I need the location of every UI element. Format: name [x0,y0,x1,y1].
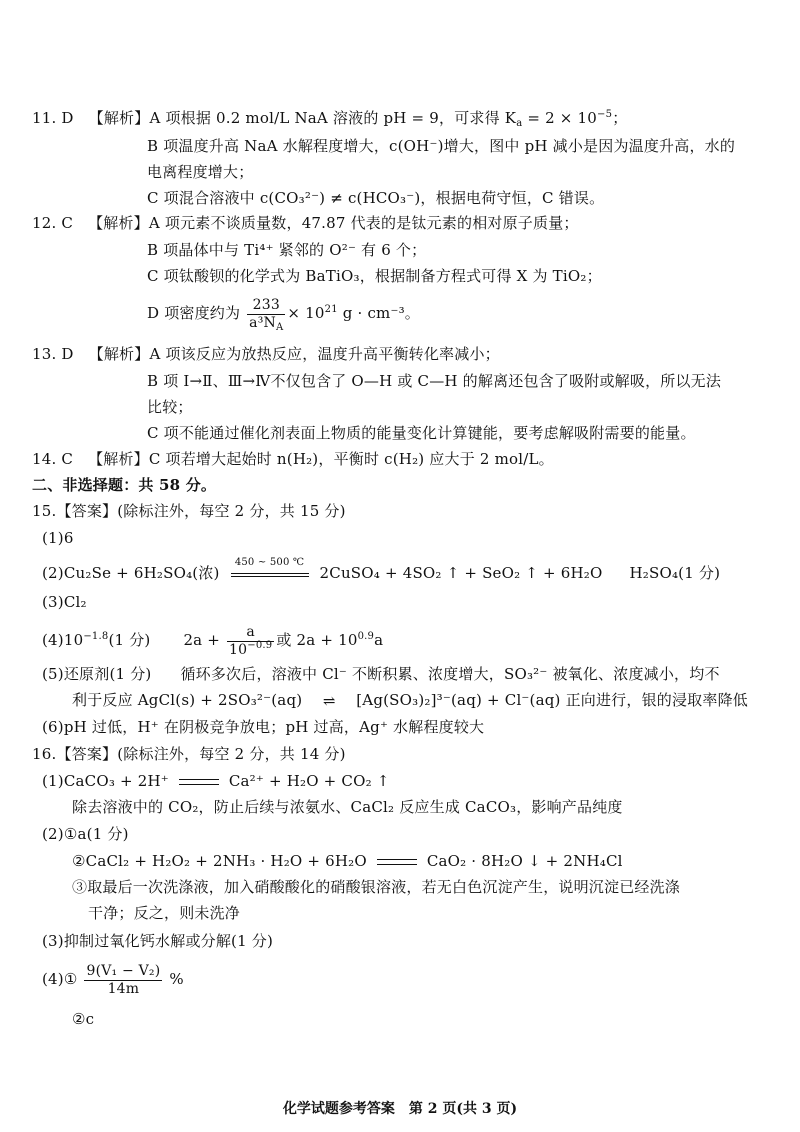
q13-line-c: C 项不能通过催化剂表面上物质的能量变化计算键能，要考虑解吸附需要的能量。 [147,424,696,442]
q11-line-b2: 电离程度增大； [147,163,254,181]
q15-p5-a: (5)还原剂(1 分) [42,665,152,683]
q15-part5-line1 [42,664,720,684]
q16-part4-a [42,958,184,1000]
q16-part1-explanation: 除去溶液中的 CO₂，防止后续与浓氨水、CaCl₂ 反应生成 CaCO₃，影响产品纯度 [72,798,623,816]
q14-text: C 项若增大起始时 n(H₂)，平衡时 c(H₂) 应大于 2 mol/L。 [148,450,554,468]
q11-a-mid: = 2 × 10 [522,109,598,127]
q13-tag: 【解析】 [88,345,150,363]
q15-p4-c: 或 2a + 10 [276,631,358,649]
q14-tag: 【解析】 [88,450,149,468]
q16-part1 [42,771,390,791]
q15-heading: 15.【答案】(除标注外，每空 2 分，共 15 分) [32,502,346,520]
q12-density-fraction [247,297,285,332]
q11-tag: 【解析】 [88,109,150,127]
q15-p5-c-post: [Ag(SO₃)₂]³⁻(aq) + Cl⁻(aq) 正向进行，银的浸取率降低 [356,691,748,709]
q16-p4-frac-num: 9(V₁ − V₂) [86,962,161,979]
q15-p4-frac-den [227,639,274,659]
q15-p4-b: 2a + [183,631,221,649]
q16-p2-b-post: CaO₂ · 8H₂O ↓ + 2NH₄Cl [426,852,623,870]
q12-d-text: D 项密度约为 [147,304,241,322]
q11-line-a [32,108,627,128]
q12-line-a [32,213,579,233]
q11-a-sub: a [516,118,523,129]
q16-part2-c-line1: ③取最后一次洗涤液，加入硝酸酸化的硝酸银溶液，若无白色沉淀产生，说明沉淀已经洗涤 [72,878,681,896]
q15-p2-alt: H₂SO₄(1 分) [629,564,721,582]
q12-line-d [147,293,420,333]
q15-p4-den-sup: −0.9 [247,639,273,651]
q15-part5-line2 [72,690,748,710]
q13-a-text: A 项该反应为放热反应，温度升高平衡转化率减小； [149,345,500,363]
q15-p5-c-pre: 利于反应 AgCl(s) + 2SO₃²⁻(aq) [72,691,303,709]
q11-a-sup: −5 [597,109,613,120]
q11-number: 11. D [32,109,74,127]
q16-p4-frac-den: 14m [107,980,140,997]
q16-p4-post: % [169,970,184,988]
q16-part2-b [72,851,623,871]
q14-number: 14. C [32,450,74,468]
q15-p4-frac-num: a [227,624,274,642]
q15-part1: (1)6 [42,529,74,547]
q12-line-c: C 项钛酸钡的化学式为 BaTiO₃，根据制备方程式可得 X 为 TiO₂； [147,267,602,285]
q11-a-end: ； [612,109,628,127]
q15-p5-b: 循环多次后，溶液中 Cl⁻ 不断积累、浓度增大，SO₃²⁻ 被氧化、浓度减小，均不 [180,665,720,683]
q16-p1-pre: (1)CaCO₃ + 2H⁺ [42,772,169,790]
q15-p4-fraction [227,624,274,659]
q16-heading: 16.【答案】(除标注外，每空 2 分，共 14 分) [32,745,346,763]
q12-d-sup: 21 [324,304,338,315]
q15-part3: (3)Cl₂ [42,593,87,611]
q15-part6: (6)pH 过低，H⁺ 在阴极竞争放电；pH 过高，Ag⁺ 水解程度较大 [42,718,485,736]
q12-fraction-numerator: 233 [247,297,285,315]
q13-line-a [32,344,500,364]
q15-part4 [42,620,383,660]
reaction-equals-icon [179,779,219,785]
q15-p4-a-sup: −1.8 [83,631,109,642]
q16-part2-a: (2)①a(1 分) [42,825,129,843]
q12-a-text: A 项元素不谈质量数，47.87 代表的是钛元素的相对原子质量； [148,214,579,232]
q12-number: 12. C [32,214,74,232]
q16-p4-fraction [84,963,162,998]
q12-d-unit: g · cm⁻³。 [337,304,420,322]
q14-line [32,449,554,469]
q16-p4-pre: (4)① [42,970,78,988]
q13-number: 13. D [32,345,74,363]
q16-p1-post: Ca²⁺ + H₂O + CO₂ ↑ [228,772,390,790]
q16-part3: (3)抑制过氧化钙水解或分解(1 分) [42,932,274,950]
q15-p4-c-end: a [374,631,384,649]
q12-den-text: a³N [249,314,276,331]
q16-part4-b: ②c [72,1010,95,1028]
q11-a-text: A 项根据 0.2 mol/L NaA 溶液的 pH = 9，可求得 K [149,109,517,127]
reaction-condition-equals [229,557,311,584]
reversible-arrow-icon: ⇌ [322,692,336,710]
q16-p2-b-pre: ②CaCl₂ + H₂O₂ + 2NH₃ · H₂O + 6H₂O [72,852,367,870]
q12-line-b: B 项晶体中与 Ti⁴⁺ 紧邻的 O²⁻ 有 6 个； [147,241,427,259]
q15-p4-den-base: 10 [229,641,248,658]
q15-part2 [42,557,721,584]
q12-tag: 【解析】 [88,214,149,232]
q11-line-b1: B 项温度升高 NaA 水解程度增大，c(OH⁻)增大，图中 pH 减小是因为温度升高，水的 [147,137,736,155]
q12-d-post: × 10 [287,304,325,322]
page-footer: 化学试题参考答案 第 2 页(共 3 页) [282,1101,518,1117]
q15-p4-a-note: (1 分) [108,631,151,649]
section-heading: 二、非选择题：共 58 分。 [32,476,217,494]
reaction-equals-icon [377,859,417,865]
q16-part2-c-line2: 干净；反之，则未洗净 [88,904,241,922]
q15-p4-a: (4)10 [42,631,84,649]
q13-line-b1: B 项 Ⅰ→Ⅱ、Ⅲ→Ⅳ不仅包含了 O—H 或 C—H 的解离还包含了吸附或解吸，所以无法 [147,372,722,390]
q15-p2-left: (2)Cu₂Se + 6H₂SO₄(浓) [42,564,220,582]
q11-line-c: C 项混合溶液中 c(CO₃²⁻) ≠ c(HCO₃⁻)，根据电荷守恒，C 错误。 [147,189,605,207]
q12-den-sub: A [275,321,284,333]
q15-p4-c-sup: 0.9 [357,631,375,642]
reaction-condition-label: 450 ~ 500 ℃ [234,557,305,568]
q13-line-b2: 比较； [147,398,193,416]
q12-fraction-denominator [247,315,285,332]
q15-p2-right: 2CuSO₄ + 4SO₂ ↑ + SeO₂ ↑ + 6H₂O [319,564,603,582]
